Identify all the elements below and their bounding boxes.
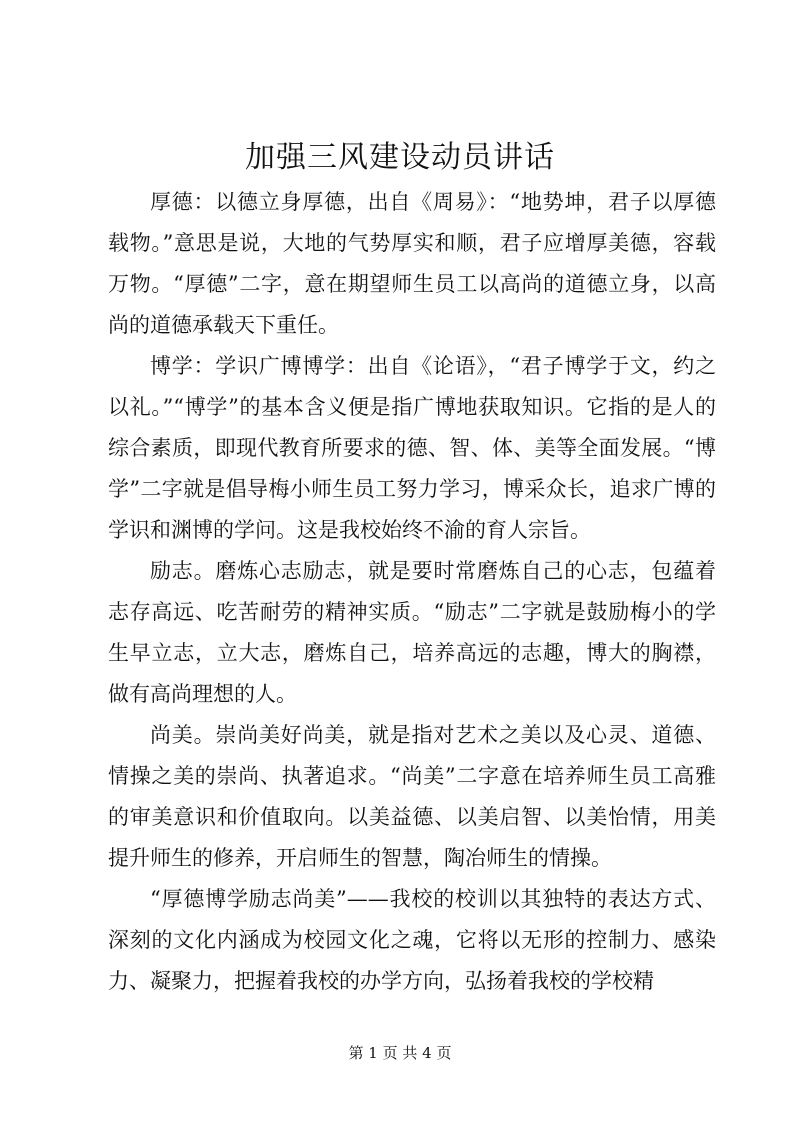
paragraph-houde: 厚德：以德立身厚德，出自《周易》：“地势坤，君子以厚德载物。”意思是说，大地的气势厚实和顺，君子应增厚美德，容载万物。“厚德”二字，意在期望师生员工以高尚的道德立身，以高尚的道德承载天下重任。 [108,190,716,337]
page-number-footer: 第 1 页 共 4 页 [348,1044,452,1062]
paragraph-school-motto: “厚德博学励志尚美”——我校的校训以其独特的表达方式、深刻的文化内涵成为校园文化之魂，它将以无形的控制力、感染力、凝聚力，把握着我校的办学方向，弘扬着我校的学校精 [108,887,716,993]
paragraph-boxue: 博学：学识广博博学：出自《论语》，“君子博学于文，约之以礼。”“博学”的基本含义便是指广博地获取知识。它指的是人的综合素质，即现代教育所要求的德、智、体、美等全面发展。“博学”二字就是倡导梅小师生员工努力学习，博采众长，追求广博的学识和渊博的学问。这是我校始终不渝的育人宗旨。 [108,354,716,542]
paragraph-lizhi: 励志。磨炼心志励志，就是要时常磨炼自己的心志，包蕴着志存高远、吃苦耐劳的精神实质。“励志”二字就是鼓励梅小的学生早立志，立大志，磨炼自己，培养高远的志趣，博大的胸襟，做有高尚理想的人。 [108,559,716,706]
paragraph-shangmei: 尚美。崇尚美好尚美，就是指对艺术之美以及心灵、道德、情操之美的崇尚、执著追求。“尚美”二字意在培养师生员工高雅的审美意识和价值取向。以美益德、以美启智、以美怡情，用美提升师生的修养，开启师生的智慧，陶冶师生的情操。 [108,723,716,870]
document-title: 加强三风建设动员讲话 [245,140,555,175]
document-body [108,182,716,1002]
